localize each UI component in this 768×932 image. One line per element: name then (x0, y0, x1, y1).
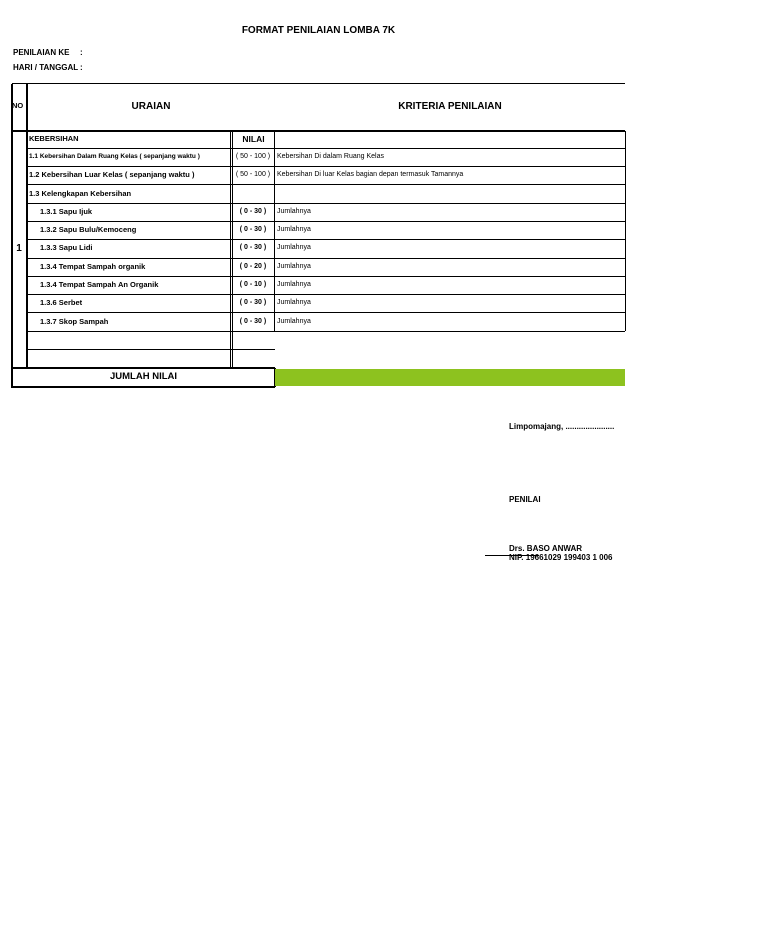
section-title: KEBERSIHAN (29, 134, 79, 143)
hari-tanggal-colon: : (80, 63, 83, 72)
row-line (27, 349, 275, 350)
header-bottom-border (11, 130, 625, 132)
row-kriteria-1-2: Kebersihan Di luar Kelas bagian depan termasuk Tamannya (277, 171, 464, 178)
hari-tanggal-label: HARI / TANGGAL (13, 63, 79, 72)
row-uraian-1-3-1: 1.3.1 Sapu Ijuk (40, 207, 93, 216)
row-uraian-1-3-7: 1.3.7 Skop Sampah (40, 317, 109, 326)
row-kriteria-1-3-4b: Jumlahnya (277, 281, 311, 288)
penilaian-ke-label: PENILAIAN KE (13, 48, 70, 57)
row-kriteria-1-1: Kebersihan Di dalam Ruang Kelas (277, 153, 385, 160)
row-nilai-1-3-6: ( 0 - 30 ) (239, 299, 267, 306)
row-uraian-1-3-6: 1.3.6 Serbet (40, 298, 83, 307)
row-line (27, 312, 625, 313)
penilaian-ke-colon: : (80, 48, 83, 57)
row-nilai-1-3-3: ( 0 - 30 ) (239, 244, 267, 251)
row-kriteria-1-3-3: Jumlahnya (277, 244, 311, 251)
row-line (27, 239, 625, 240)
header-uraian: URAIAN (131, 101, 171, 112)
header-kriteria: KRITERIA PENILAIAN (398, 101, 502, 112)
row-line (27, 294, 625, 295)
total-top-border (11, 367, 275, 369)
hari-tanggal-row (13, 63, 83, 72)
row-uraian-1-3-4b: 1.3.4 Tempat Sampah An Organik (40, 280, 159, 289)
row-nilai-1-2: ( 50 - 100 ) (235, 171, 271, 178)
table-right-line (625, 131, 626, 331)
header-nilai: NILAI (242, 134, 265, 144)
row-uraian-1-3: 1.3 Kelengkapan Kebersihan (29, 189, 132, 198)
place-date: Limpomajang, ...................... (509, 422, 615, 431)
row-line (27, 203, 625, 204)
top-rule (12, 83, 625, 84)
row-kriteria-1-3-2: Jumlahnya (277, 226, 311, 233)
total-bottom-border (11, 386, 275, 388)
no-column-border (26, 84, 28, 369)
row-nilai-1-3-1: ( 0 - 30 ) (239, 208, 267, 215)
row-uraian-1-3-3: 1.3.3 Sapu Lidi (40, 243, 93, 252)
row-nilai-1-1: ( 50 - 100 ) (235, 153, 271, 160)
row-nilai-1-3-7: ( 0 - 30 ) (239, 318, 267, 325)
row-kriteria-1-3-4: Jumlahnya (277, 263, 311, 270)
signer-name: Drs. BASO ANWAR (509, 544, 583, 553)
row-nilai-1-3-4b: ( 0 - 10 ) (239, 281, 267, 288)
row-nilai-1-3-4: ( 0 - 20 ) (239, 263, 267, 270)
row-kriteria-1-3-7: Jumlahnya (277, 318, 311, 325)
row-line (27, 331, 625, 332)
total-label: JUMLAH NILAI (109, 371, 178, 382)
signer-role: PENILAI (509, 495, 541, 504)
row-uraian-1-1: 1.1 Kebersihan Dalam Ruang Kelas ( sepanjang waktu ) (29, 153, 200, 160)
document-title: FORMAT PENILAIAN LOMBA 7K (241, 25, 396, 36)
penilaian-ke-row (13, 48, 83, 57)
row-nilai-1-3-2: ( 0 - 30 ) (239, 226, 267, 233)
header-no: NO (12, 101, 24, 110)
row-uraian-1-3-2: 1.3.2 Sapu Bulu/Kemoceng (40, 225, 137, 234)
row-uraian-1-3-4: 1.3.4 Tempat Sampah organik (40, 262, 146, 271)
row-uraian-1-2: 1.2 Kebersihan Luar Kelas ( sepanjang waktu ) (29, 170, 195, 179)
row-kriteria-1-3-1: Jumlahnya (277, 208, 311, 215)
section-number: 1 (16, 243, 22, 254)
row-kriteria-1-3-6: Jumlahnya (277, 299, 311, 306)
total-value-bar (275, 369, 625, 386)
signer-nip: NIP. 19661029 199403 1 006 (509, 553, 613, 562)
